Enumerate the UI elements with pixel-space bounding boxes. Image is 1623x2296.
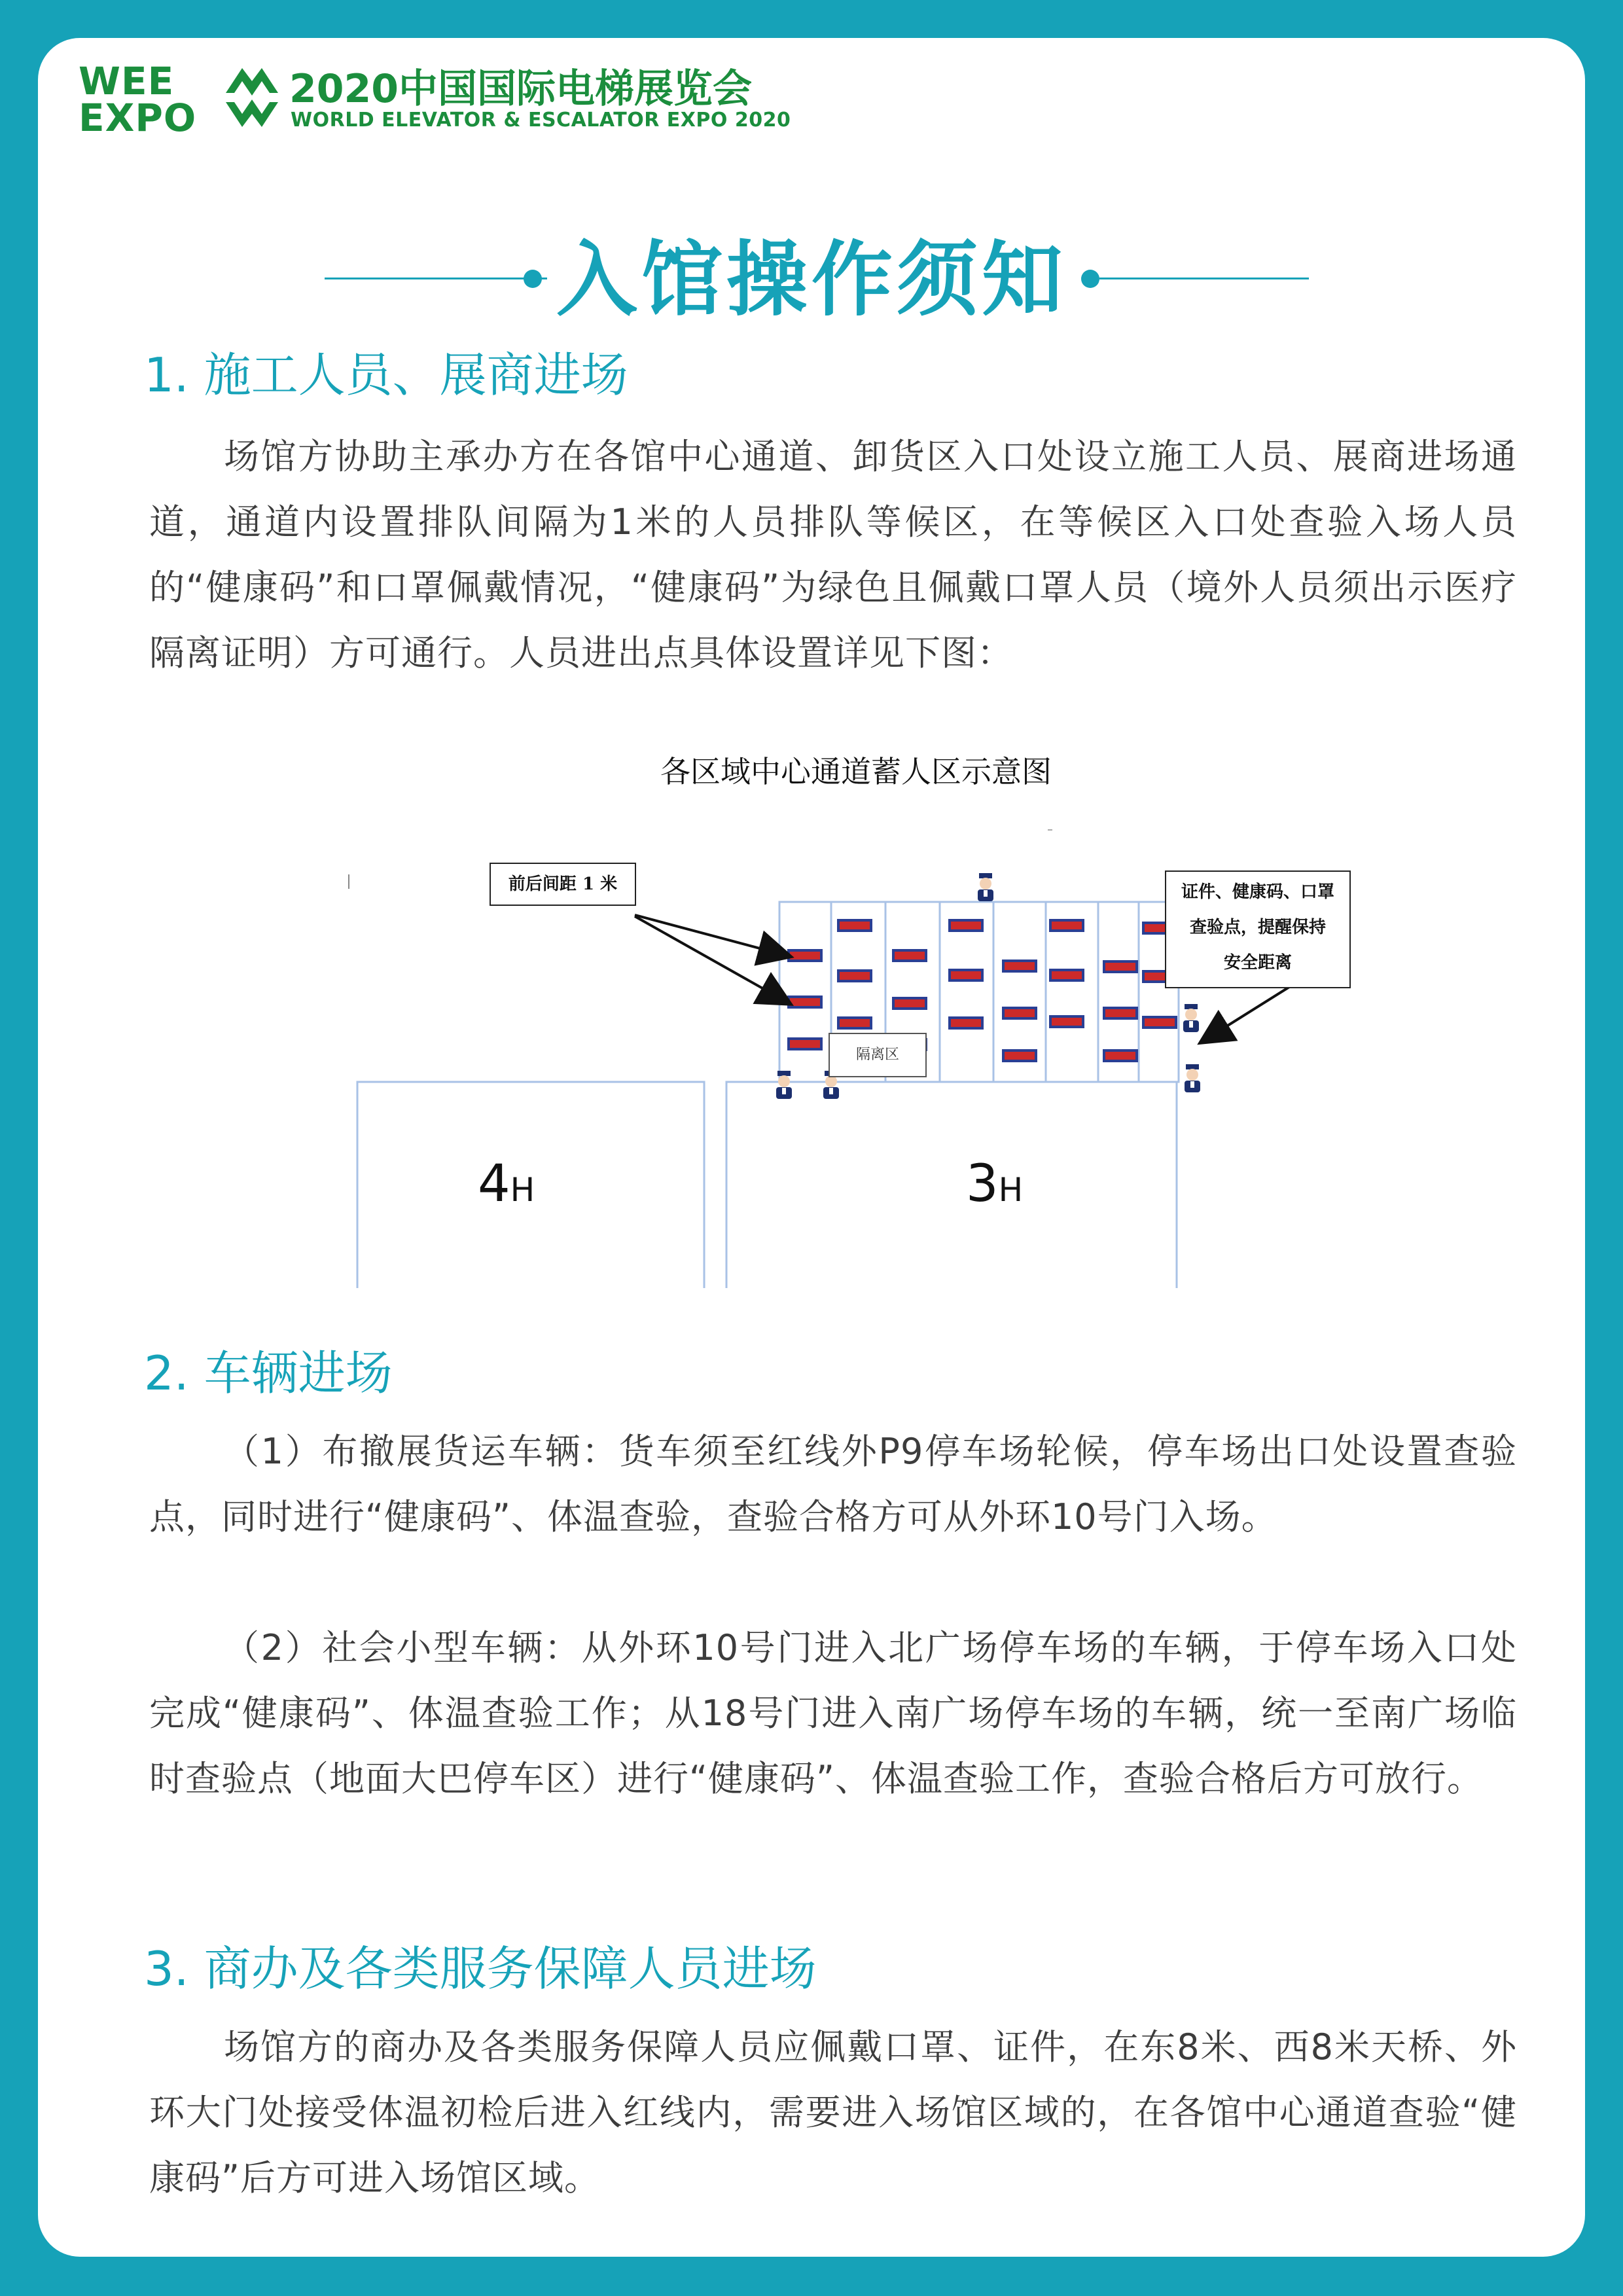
diagram-drawing [300, 706, 1412, 1295]
page-card [38, 38, 1585, 2257]
logo-expo: EXPO [79, 96, 197, 140]
hall-4-label [478, 1155, 535, 1213]
section-2-heading: 2. 车辆进场 [144, 1346, 393, 1401]
logo-wee: WEE [79, 59, 175, 103]
section-2-paragraph-2: （2）社会小型车辆：从外环10号门进入北广场停车场的车辆，于停车场入口处完成“健康码”、体温查验工作；从18号门进入南广场停车场的车辆，统一至南广场临时查验点（地面大巴停车区）进行“健康码”、体温查验工作，查验合格后方可放行。 [149, 1627, 1517, 1799]
hall-4-suffix: H [510, 1171, 535, 1209]
checkpoint-callout-line: 查验点，提醒保持 [1189, 918, 1326, 937]
hall-4-number: 4 [478, 1155, 510, 1213]
queue-area-diagram [300, 706, 1412, 1295]
checkpoint-callout-line: 证件、健康码、口罩 [1181, 882, 1334, 902]
title-right-line [1099, 278, 1309, 279]
section-3-paragraph: 场馆方的商办及各类服务保障人员应佩戴口罩、证件，在东8米、西8米天桥、外环大门处接受体温初检后进入红线内，需要进入场馆区域的，在各馆中心通道查验“健康码”后方可进入场馆区域。 [149, 2026, 1517, 2198]
section-2-paragraph-1: （1）布撤展货运车辆：货车须至红线外P9停车场轮候，停车场出口处设置查验点，同时进行“健康码”、体温查验，查验合格方可从外环10号门入场。 [149, 1431, 1517, 1537]
checkpoint-callout [1165, 870, 1351, 988]
expo-logo [79, 58, 791, 162]
expo-title-en: WORLD ELEVATOR & ESCALATOR EXPO 2020 [291, 109, 791, 132]
isolation-area-label: 隔离区 [829, 1033, 927, 1077]
title-right-dot [1081, 270, 1099, 288]
section-1-heading: 1. 施工人员、展商进场 [144, 348, 628, 403]
section-1-paragraph: 场馆方协助主承办方在各馆中心通道、卸货区入口处设立施工人员、展商进场通道，通道内设置排队间隔为1米的人员排队等候区，在等候区入口处查验入场人员的“健康码”和口罩佩戴情况，“健康码”为绿色且佩戴口罩人员（境外人员须出示医疗隔离证明）方可通行。人员进出点具体设置详见下图： [149, 436, 1517, 673]
expo-title-cn: 2020中国国际电梯展览会 [289, 66, 752, 112]
hall-3-number: 3 [966, 1155, 999, 1213]
page-title-block [38, 228, 1585, 332]
hall-3-suffix: H [998, 1171, 1024, 1209]
section-3-heading: 3. 商办及各类服务保障人员进场 [144, 1941, 817, 1996]
hall-3-label [966, 1155, 1023, 1213]
page-title: 入馆操作须知 [556, 233, 1067, 327]
spacing-callout: 前后间距 1 米 [490, 863, 636, 906]
logo-mark-icon [223, 62, 281, 134]
checkpoint-callout-line: 安全距离 [1223, 953, 1292, 973]
diagram-title: 各区域中心通道蓄人区示意图 [660, 754, 1052, 789]
